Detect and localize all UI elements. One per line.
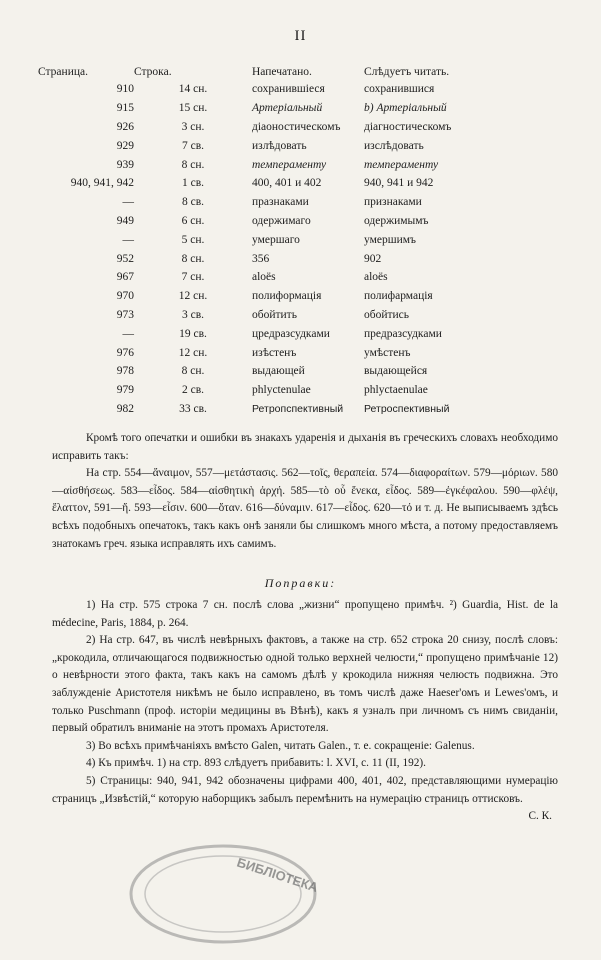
errata-should-read: обойтись <box>364 308 410 321</box>
errata-line: 1 св. <box>181 177 205 190</box>
errata-row <box>38 155 482 174</box>
errata-should-read: изслѣдовать <box>364 139 424 152</box>
errata-printed: обойтить <box>252 308 297 321</box>
errata-row <box>38 118 482 137</box>
errata-should-read: умершимъ <box>364 233 416 246</box>
greek-note <box>52 430 558 553</box>
errata-row <box>38 381 482 400</box>
errata-should-read: признаками <box>364 196 422 209</box>
errata-printed: aloёs <box>252 271 276 284</box>
errata-row <box>38 362 482 381</box>
errata-printed: цредразсудками <box>252 327 330 340</box>
errata-printed: сохранившіеся <box>252 83 325 96</box>
errata-should-read: Ретроспективный <box>364 402 450 415</box>
page-number: II <box>294 28 307 44</box>
errata-line: 8 св. <box>181 196 205 209</box>
amendment-item: 4) Къ примѣч. 1) на стр. 893 слѣдуетъ прибавить: l. XVI, c. 11 (II, 192). <box>86 757 426 770</box>
greek-note-intro: Кромѣ того опечатки и ошибки въ знакахъ ударенія и дыханія въ греческихъ словахъ необходимо исправить такъ: <box>52 432 558 462</box>
errata-row <box>38 249 482 268</box>
errata-printed: умершаго <box>252 233 300 246</box>
errata-line: 12 сн. <box>178 290 208 303</box>
errata-row <box>38 230 482 249</box>
errata-line: 19 св. <box>179 327 207 340</box>
errata-line: 8 сн. <box>181 365 205 378</box>
errata-line: 8 сн. <box>181 252 205 265</box>
errata-line: 2 св. <box>181 384 205 397</box>
errata-printed: Ретропспективный <box>252 402 344 415</box>
errata-row <box>38 343 482 362</box>
errata-should-read: 940, 941 и 942 <box>364 177 434 190</box>
errata-body <box>38 80 482 418</box>
errata-row <box>38 287 482 306</box>
errata-page: 978 <box>116 365 134 378</box>
errata-row <box>38 136 482 155</box>
errata-page: 910 <box>116 83 134 96</box>
errata-row <box>38 268 482 287</box>
errata-page: 939 <box>116 158 134 171</box>
errata-row <box>38 193 482 212</box>
errata-row <box>38 324 482 343</box>
errata-should-read: aloёs <box>364 271 388 284</box>
amendments-list <box>52 597 558 826</box>
errata-printed: темпераменту <box>252 158 327 171</box>
header-page: Страница. <box>38 66 88 78</box>
errata-page: 949 <box>116 214 134 227</box>
errata-row <box>38 212 482 231</box>
amendment-item: 5) Страницы: 940, 941, 942 обозначены цифрами 400, 401, 402, представляющими нумерацію страницъ „Извѣстій,“ которую наборщикъ забылъ перемѣнить на нумерацію страницъ оттисковъ. <box>52 774 558 805</box>
errata-printed: 356 <box>252 252 270 265</box>
errata-row <box>38 174 482 193</box>
errata-line: 14 сн. <box>178 83 208 96</box>
errata-printed: одержимаго <box>252 214 311 227</box>
errata-header-row <box>38 64 482 80</box>
errata-line: 7 св. <box>181 139 205 152</box>
errata-should-read: phlyctaenulae <box>364 384 428 397</box>
errata-printed: phlyctenulae <box>252 384 311 397</box>
errata-row <box>38 306 482 325</box>
errata-printed: діаоностическомъ <box>252 120 341 133</box>
amendment-item: 2) На стр. 647, въ числѣ невѣрныхъ фактовъ, а также на стр. 652 строка 20 снизу, послѣ словъ: „крокодила, отличающагося подвижностью одной только верхней челюсти,“ пропущено примѣчаніе 12) о невѣрности этого факта, такъ какъ на самомъ дѣлѣ у крокодила нижняя челюсть подвижна. Это заблужденіе Аристотеля никѣмъ не было исправлено, въ томъ числѣ даже Haeser'омъ и Lewes'омъ, и только Puschmann (проф. исторіи медицины въ Вѣнѣ), какъ я узналъ при личномъ съ нимъ свиданіи, первый обратилъ вниманіе на этотъ промахъ Аристотеля. <box>52 634 558 735</box>
errata-should-read: полифармація <box>364 290 433 303</box>
errata-page: 952 <box>116 252 134 265</box>
errata-line: 5 сн. <box>181 233 205 246</box>
errata-page: 940, 941, 942 <box>70 177 134 190</box>
errata-page: 982 <box>116 402 134 415</box>
amendments-title: Поправки: <box>264 576 337 590</box>
errata-should-read: умѣстенъ <box>364 346 411 359</box>
errata-line: 33 св. <box>179 402 207 415</box>
errata-row <box>38 99 482 118</box>
errata-page: — <box>122 233 134 246</box>
errata-line: 8 сн. <box>181 158 205 171</box>
errata-printed: излѣдовать <box>252 139 307 152</box>
errata-page: 979 <box>116 384 134 397</box>
errata-line: 6 сн. <box>181 214 205 227</box>
errata-line: 7 сн. <box>181 271 205 284</box>
header-should-read: Слѣдуетъ читать. <box>364 66 450 78</box>
errata-page: 967 <box>116 271 134 284</box>
signature: С. К. <box>528 810 552 823</box>
errata-should-read: одержимымъ <box>364 214 429 227</box>
errata-should-read: темпераменту <box>364 158 439 171</box>
errata-line: 3 св. <box>181 308 205 321</box>
errata-should-read: выдающейся <box>364 365 428 378</box>
errata-line: 12 сн. <box>178 346 208 359</box>
amendment-item: 1) На стр. 575 строка 7 сн. послѣ слова „жизни“ пропущено примѣч. ²) Guardia, Hist. de la médecine, Paris, 1884, p. 264. <box>52 599 558 629</box>
errata-page: 926 <box>116 120 134 133</box>
errata-should-read: предразсудками <box>364 327 442 340</box>
errata-should-read: b) Артеріальный <box>364 102 447 115</box>
errata-page: 970 <box>116 290 134 303</box>
errata-page: — <box>122 196 134 209</box>
errata-printed: Артеріальный <box>252 102 323 115</box>
errata-line: 3 сн. <box>181 120 205 133</box>
library-stamp <box>118 828 328 948</box>
header-printed: Напечатано. <box>252 66 312 78</box>
greek-note-body: На стр. 554—ἄναιμον, 557—μετάστασις. 562—τοῖς, θεραπεία. 574—διαφοραίτων. 579—μόριων. 580—αἰσθήσεως. 583—εἶδος. 584—αἰσθητικὴ ἀρχή. 585—τὸ οὗ ἕνεκα, εἶδος. 589—ἐγκέφαλου. 590—φλέψ, ἔλαττον, 591—ἤ. 593—εἶσιν. 600—ὅταν. 616—δύναμιν. 617—εἶδος. 620—τό и т. д. Не выписываемъ здѣсь всѣхъ подобныхъ опечатокъ, такъ какъ онѣ заняли бы слишкомъ много мѣста, а потому предоставляемъ знатокамъ греч. языка исправлять ихъ самимъ. <box>52 467 558 550</box>
errata-printed: празнаками <box>252 196 309 209</box>
errata-row <box>38 400 482 419</box>
errata-printed: изѣстенъ <box>252 346 297 359</box>
errata-table <box>38 64 482 418</box>
errata-page: 976 <box>116 346 134 359</box>
stamp-text: БИБЛІОТЕКА <box>235 854 321 895</box>
errata-page: 929 <box>116 139 134 152</box>
errata-should-read: сохранившися <box>364 83 435 96</box>
amendment-item: 3) Во всѣхъ примѣчаніяхъ вмѣсто Galen, читать Galen., т. е. сокращеніе: Galenus. <box>86 739 475 752</box>
errata-row <box>38 80 482 99</box>
errata-page: 973 <box>116 308 134 321</box>
errata-printed: 400, 401 и 402 <box>252 177 322 190</box>
errata-should-read: діагностическомъ <box>364 120 452 133</box>
errata-page: — <box>122 327 134 340</box>
errata-printed: выдающей <box>252 365 305 378</box>
errata-page: 915 <box>116 102 134 115</box>
header-line: Строка. <box>134 66 172 78</box>
errata-line: 15 сн. <box>178 102 208 115</box>
errata-printed: полиформація <box>252 290 322 303</box>
errata-should-read: 902 <box>364 252 382 265</box>
